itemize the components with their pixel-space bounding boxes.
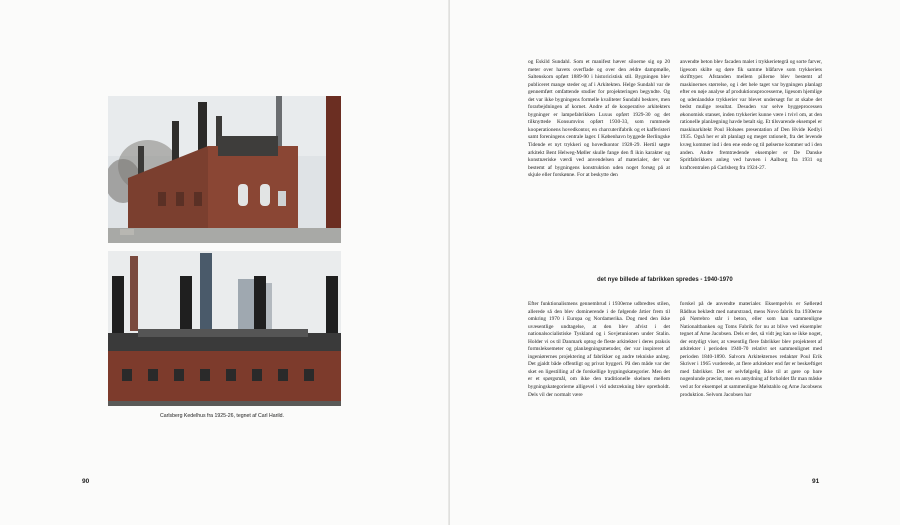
photo-factory-building-svg: [108, 96, 341, 243]
page-number-left: 90: [82, 478, 90, 485]
text-column-bottom-right: forskel på de anvendte materialer. Eksempelvis er Søllerød Rådhus beklædt med naturstrand, mens Novo fabrik fra 1930erne på Nørrebro står i beton, eller som kan sammenligne Nationaltbanken og Toms Fabrik for nu at blive ved eksempler tegnet af Arne Jacobsen. Dels er det, så vidt jeg kan se ikke noget, der entydigt viser, at væsentlig flere fabrikker blev projekteret af arkitekter i perioden 1940-70 relativt set sammenlignet med perioden 1840-1890. Salvorn Arkitekternes redaktør Poul Erik Skriver i 1965 vurderede, at flere arkitekter end før er beskæftiget med fabrikker. Det er selvfølgelig ikke til at gøre op bare nogenlunde præcist, men en antydning af forholdet får man måske ved at for eksempel at sammenligne Mølstahlo og Arne Jacobsens produktion. Selvom Jacobsen har: [680, 301, 822, 398]
photo-boiler-house-svg: [108, 251, 341, 406]
photo-boiler-house: [108, 251, 341, 406]
text-column-bottom-left: Efter funktionalismens gennembrud i 1930erne udbredtes stilen, allerede så den blev dominerende i de følgende årtier frem til omkring 1970 i Europa og Nordamerika. Dog med den ikke uvæsentlige undtagelse, at den blev afvist i det nationalsocialistiske Tyskland og i Sovjetunionen under Stalin. Holder vi os til Danmark optog de fleste arkitekter i deres praksis formsleksemeter og planlægningsmetoder, der var inspireret af ingeniørernes projektering af fabrikker og andre tekniske anlæg. Det gjaldt både offentligt og privat byggeri. På den måde var der sket en ligestilling af de forskellige bygningskategorier. Men det er et spørgsmål, om ikke den traditionelle skelnen mellem bygningskategorierne alligevel i vid udstrækning blev opretholdt. Dels vil der normalt være: [528, 301, 670, 398]
photo-caption: Carlsberg Kedelhus fra 1925-26, tegnet af Carl Harild.: [160, 413, 284, 419]
text-column-top-left: og Eskild Sundahl. Som et manifest hæver siloerne sig op 20 meter over havets overflade og over den ældre dampmølle, Saltenskorn opført 1889-90 i historicistisk stil. Bygningen blev publiceret mange steder og af i Arkitekten. Helge Sundahl var de gennemført omfattende studier for projekteringen begyndte. Og det var ikke bygningens formelle kvaliteter Sundahl beskrev, men forarbejdningen af kornet. Andre af de kooperative arkitekters bygninger er lampefabrikken Luxus opført 1929-30 og det tilknyttede Konsumvins opført 1930-33, som rummede kooperationens hovedkontor, en charcuterifabrik og et kafferisteri samt foreningens centrale lager. I København byggede Berlingske Tidende et nyt trykkeri og hovedkontor 1928-29. Hertil søgte arkitekt Bent Helweg-Møller skulle fange den fl ikin karakter og konstnæriske værdi ved anvendelsen af materialer, der var bestemt af bygningens konstruktion uden noget forsøg på at skjule eller forskønne. For at beskytte den: [528, 59, 670, 179]
photo-factory-building: [108, 96, 341, 243]
page-number-right: 91: [812, 478, 820, 485]
section-heading: det nye billede af fabrikken spredes - 1940-1970: [597, 277, 733, 283]
right-page: [450, 0, 900, 525]
text-column-top-right: anvendte beton blev facaden malet i trykkerietegrå og sorte farver, ligesom skilte og døre fik samme blåfarve som trykkeriets skrifttyper. Afstanden mellem pillerne blev bestemt af maskinernes størrelse, og i det hele taget var bygningen planlagt efter en nøje analyse af produktionsprocesserne, ligesom hjemlige og udenlandske trykkerier var blevet undersøgt for at skabe det bedst mulige resultat. Desuden var selve byggeprocessen økonomisk stanset, inden trykkeriet kunne være i tvivl om, at den rationelle planlægning havde betalt sig. Et tilsvarende eksempel er maskinarkitekt Poul Holsøes presentation af Den Hvide Kedlyi 1935. Også her er alt planlagt og meget rationelt, fra det levende kvæg kommer ind i den ene ende og til pølserne kommer ud i den anden. Andre fremtrædende eksempler er De Danske Spritfabrikkers anlæg ved havnen i Aalborg fra 1931 og kraftcentralen på Carlsberg fra 1924-27.: [680, 59, 822, 171]
